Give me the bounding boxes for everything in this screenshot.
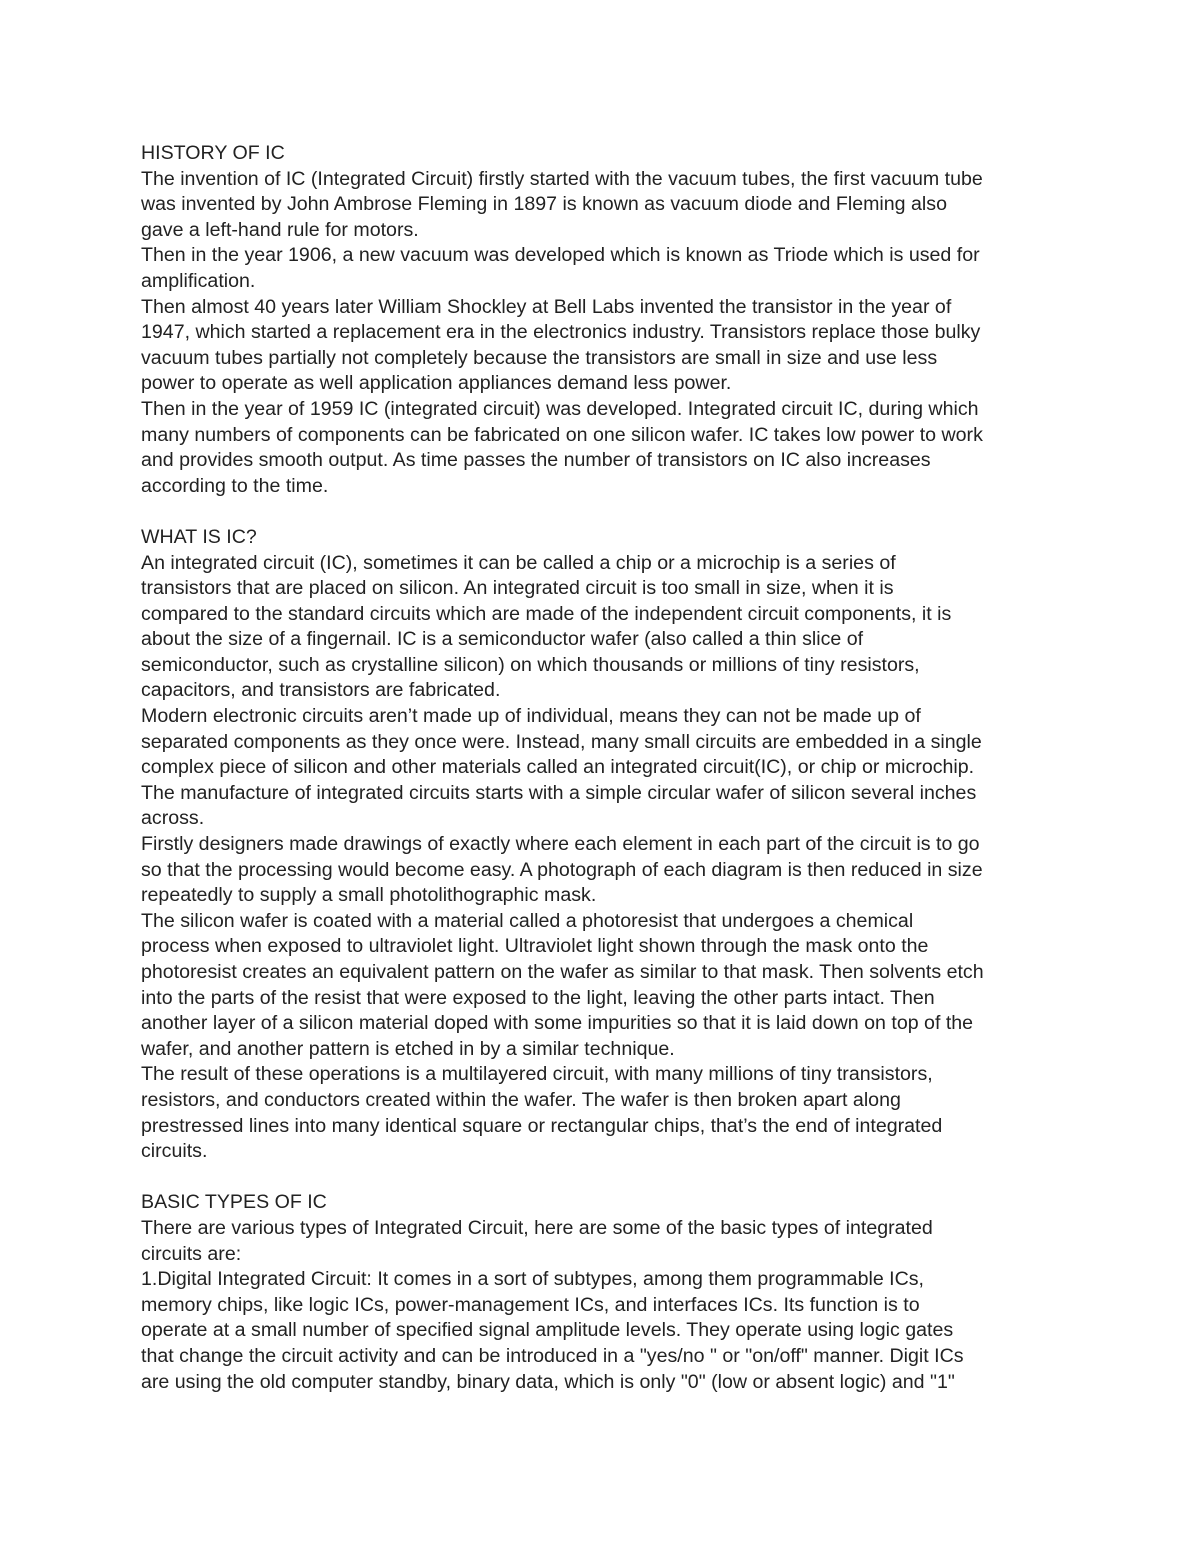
section-heading-basic-types: BASIC TYPES OF IC [141,1191,327,1214]
section-spacer [141,499,1071,525]
paragraph: There are various types of Integrated Circuit, here are some of the basic types of integrated circuits are: [141,1216,933,1265]
paragraph: An integrated circuit (IC), sometimes it can be called a chip or a microchip is a series of transistors that are placed on silicon. An integrated circuit is too small in size, when it is compared to the standard circuits which are made of the independent circuit components, it is about the size of a fingernail. IC is a semiconductor wafer (also called a thin slice of semiconductor, such as crystalline silicon) on which thousands or millions of tiny resistors, capacitors, and transistors are fabricated. [141,551,952,702]
section-heading-what-is-ic: WHAT IS IC? [141,525,257,548]
paragraph: 1.Digital Integrated Circuit: It comes in a sort of subtypes, among them programmable ICs, memory chips, like logic ICs, power-management ICs, and interfaces ICs. Its function is to operate at a small number of specified signal amplitude levels. They operate using logic gates that change the circuit activity and can be introduced in a "yes/no " or "on/off" manner. Digit ICs are using the old computer standby, binary data, which is only "0" (low or absent logic) and "1" [141,1268,964,1393]
document-body [141,141,1071,1395]
paragraph: Then in the year 1906, a new vacuum was developed which is known as Triode which is used for amplification. [141,244,980,292]
paragraph: Then almost 40 years later William Shockley at Bell Labs invented the transistor in the year of 1947, which started a replacement era in the electronics industry. Transistors replace those bulky vacuum tubes partially not completely because the transistors are small in size and use less power to operate as well application appliances demand less power. [141,295,981,395]
paragraph: Firstly designers made drawings of exactly where each element in each part of the circuit is to go so that the processing would become easy. A photograph of each diagram is then reduced in size repeatedly to supply a small photolithographic mask. [141,833,983,907]
paragraph: The result of these operations is a multilayered circuit, with many millions of tiny transistors, resistors, and conductors created within the wafer. The wafer is then broken apart along prestressed lines into many identical square or rectangular chips, that’s the end of integrated circuits. [141,1063,943,1163]
section-heading-history: HISTORY OF IC [141,142,285,164]
paragraph: The invention of IC (Integrated Circuit) firstly started with the vacuum tubes, the first vacuum tube was invented by John Ambrose Fleming in 1897 is known as vacuum diode and Fleming also gave a left-hand rule for motors. [141,167,983,241]
paragraph: The silicon wafer is coated with a material called a photoresist that undergoes a chemical process when exposed to ultraviolet light. Ultraviolet light shown through the mask onto the photoresist creates an equivalent pattern on the wafer as similar to that mask. Then solvents etch into the parts of the resist that were exposed to the light, leaving the other parts intact. Then another layer of a silicon material doped with some impurities so that it is laid down on top of the wafer, and another pattern is etched in by a similar technique. [141,909,984,1060]
paragraph: Modern electronic circuits aren’t made up of individual, means they can not be made up of separated components as they once were. Instead, many small circuits are embedded in a single complex piece of silicon and other materials called an integrated circuit(IC), or chip or microchip. The manufacture of integrated circuits starts with a simple circular wafer of silicon several inches across. [141,705,982,830]
section-spacer [141,1165,1071,1191]
paragraph: Then in the year of 1959 IC (integrated circuit) was developed. Integrated circuit IC, during which many numbers of components can be fabricated on one silicon wafer. IC takes low power to work and provides smooth output. As time passes the number of transistors on IC also increases according to the time. [141,397,983,497]
